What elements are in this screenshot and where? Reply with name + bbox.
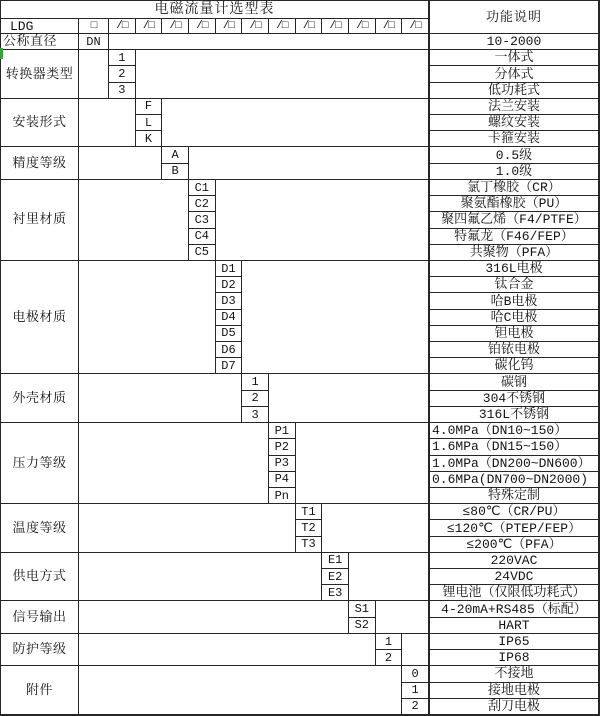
code-cell: C3 xyxy=(189,212,216,228)
code-cell: 2 xyxy=(402,699,429,715)
code-cell: S2 xyxy=(349,618,376,634)
code-cell: 3 xyxy=(242,407,269,423)
desc-cell: 卡箍安装 xyxy=(429,131,599,147)
code-cell: D5 xyxy=(216,326,243,342)
desc-cell: 特氟龙（F46/FEP） xyxy=(429,229,599,245)
desc-cell: IP65 xyxy=(429,634,599,650)
code-cell: D2 xyxy=(216,277,243,293)
code-cell: T1 xyxy=(296,504,323,520)
spacer-cell xyxy=(79,601,349,633)
spacer-cell xyxy=(349,553,429,602)
spacer-cell xyxy=(79,261,216,375)
desc-cell: ≤120℃（PTEP/FEP） xyxy=(429,520,599,536)
code-cell: 1 xyxy=(242,374,269,390)
model-slot-icon: /□ xyxy=(189,19,216,34)
desc-cell: 接地电极 xyxy=(429,683,599,699)
spacer-cell xyxy=(79,504,296,553)
model-slot-icon: /□ xyxy=(296,19,323,34)
category-cell: 衬里材质 xyxy=(1,180,79,261)
category-cell: 安装形式 xyxy=(1,99,79,148)
desc-cell: ≤200℃（PFA） xyxy=(429,537,599,553)
category-cell: 信号输出 xyxy=(1,601,79,633)
category-cell: 精度等级 xyxy=(1,147,79,179)
code-cell: D4 xyxy=(216,310,243,326)
model-slot-icon: /□ xyxy=(216,19,243,34)
model-slot-icon: /□ xyxy=(322,19,349,34)
code-cell: C1 xyxy=(189,180,216,196)
spacer-cell xyxy=(376,601,429,633)
model-slot-icon: /□ xyxy=(269,19,296,34)
model-slot-icon: /□ xyxy=(242,19,269,34)
spacer-cell xyxy=(79,50,109,99)
spacer-cell xyxy=(79,553,322,602)
desc-cell: 钽电极 xyxy=(429,326,599,342)
spacer-cell xyxy=(136,50,429,99)
model-slot-box-icon: □ xyxy=(79,19,109,34)
code-cell: 3 xyxy=(109,83,136,99)
page-title: 电磁流量计选型表 xyxy=(1,1,429,19)
desc-cell: 0.5级 xyxy=(429,147,599,163)
code-cell: D6 xyxy=(216,342,243,358)
desc-cell: 316L电极 xyxy=(429,261,599,277)
desc-cell: 碳钢 xyxy=(429,374,599,390)
desc-cell: 不接地 xyxy=(429,666,599,682)
desc-cell: 碳化钨 xyxy=(429,358,599,374)
spacer-cell xyxy=(296,423,429,504)
desc-cell: 304不锈钢 xyxy=(429,391,599,407)
desc-cell: 1.0MPa（DN200~DN600） xyxy=(429,456,599,472)
desc-cell: 聚氨酯橡胶（PU） xyxy=(429,196,599,212)
code-cell: E1 xyxy=(322,553,349,569)
code-cell: A xyxy=(162,147,189,163)
desc-cell: 一体式 xyxy=(429,50,599,66)
scan-artifact-green xyxy=(0,48,3,59)
spacer-cell xyxy=(322,504,429,553)
model-slot-icon: /□ xyxy=(376,19,403,34)
category-cell: 外壳材质 xyxy=(1,374,79,423)
desc-cell: 1.6MPa（DN15~150） xyxy=(429,439,599,455)
desc-cell: IP68 xyxy=(429,650,599,666)
spacer-cell xyxy=(242,261,429,375)
category-nominal-diameter: 公称直径 xyxy=(1,34,79,50)
desc-cell: 低功耗式 xyxy=(429,83,599,99)
spacer-cell xyxy=(79,147,162,179)
category-cell: 附件 xyxy=(1,666,79,715)
desc-cell: ≤80℃（CR/PU） xyxy=(429,504,599,520)
desc-cell: 钛合金 xyxy=(429,277,599,293)
desc-cell: 螺纹安装 xyxy=(429,115,599,131)
spacer-cell xyxy=(269,374,429,423)
category-cell: 压力等级 xyxy=(1,423,79,504)
code-cell: P4 xyxy=(269,472,296,488)
desc-cell-dn: 10-2000 xyxy=(429,34,599,50)
desc-cell: 氯丁橡胶（CR） xyxy=(429,180,599,196)
code-cell: D7 xyxy=(216,358,243,374)
spacer-cell xyxy=(109,34,429,50)
desc-cell: 316L不锈钢 xyxy=(429,407,599,423)
category-cell: 防护等级 xyxy=(1,634,79,666)
code-cell: 2 xyxy=(242,391,269,407)
spacer-cell xyxy=(216,180,429,261)
code-cell: 1 xyxy=(402,683,429,699)
code-cell: 1 xyxy=(376,634,403,650)
spacer-cell xyxy=(79,374,242,423)
code-cell: D1 xyxy=(216,261,243,277)
code-cell: C5 xyxy=(189,245,216,261)
spacer-cell xyxy=(79,423,269,504)
code-cell: F xyxy=(136,99,163,115)
desc-cell: 哈C电极 xyxy=(429,310,599,326)
spacer-cell xyxy=(79,99,136,148)
code-cell: B xyxy=(162,164,189,180)
code-cell: T3 xyxy=(296,537,323,553)
code-cell: K xyxy=(136,131,163,147)
model-slot-icon: /□ xyxy=(349,19,376,34)
code-cell: P1 xyxy=(269,423,296,439)
code-cell: E2 xyxy=(322,569,349,585)
model-slot-icon: /□ xyxy=(162,19,189,34)
desc-cell: 0.6MPa(DN700~DN2000) xyxy=(429,472,599,488)
code-cell: E3 xyxy=(322,585,349,601)
category-cell: 转换器类型 xyxy=(1,50,79,99)
spacer-cell xyxy=(79,666,402,715)
code-cell: C4 xyxy=(189,229,216,245)
desc-cell: 1.0级 xyxy=(429,164,599,180)
model-slot-icon: /□ xyxy=(136,19,163,34)
code-cell: P3 xyxy=(269,456,296,472)
code-cell: C2 xyxy=(189,196,216,212)
desc-cell: 4.0MPa（DN10~150） xyxy=(429,423,599,439)
spacer-cell xyxy=(79,634,376,666)
code-cell: Pn xyxy=(269,488,296,504)
spacer-cell xyxy=(162,99,429,148)
category-cell: 供电方式 xyxy=(1,553,79,602)
code-cell: 2 xyxy=(376,650,403,666)
category-cell: 温度等级 xyxy=(1,504,79,553)
desc-cell: 哈B电极 xyxy=(429,293,599,309)
model-prefix: LDG xyxy=(1,19,79,34)
spacer-cell xyxy=(189,147,429,179)
desc-cell: 特殊定制 xyxy=(429,488,599,504)
code-cell: 0 xyxy=(402,666,429,682)
code-cell: S1 xyxy=(349,601,376,617)
code-cell: 2 xyxy=(109,66,136,82)
model-slot-icon: /□ xyxy=(109,19,136,34)
desc-cell: 共聚物（PFA） xyxy=(429,245,599,261)
desc-cell: 聚四氟乙烯（F4/PTFE） xyxy=(429,212,599,228)
desc-cell: 24VDC xyxy=(429,569,599,585)
model-slot-icon: /□ xyxy=(402,19,429,34)
desc-cell: 刮刀电极 xyxy=(429,699,599,715)
code-cell: D3 xyxy=(216,293,243,309)
desc-cell: 4-20mA+RS485（标配） xyxy=(429,601,599,617)
function-column-header: 功能说明 xyxy=(429,1,599,34)
desc-cell: HART xyxy=(429,618,599,634)
code-cell: L xyxy=(136,115,163,131)
code-cell: 1 xyxy=(109,50,136,66)
code-cell: P2 xyxy=(269,439,296,455)
category-cell: 电极材质 xyxy=(1,261,79,375)
spacer-cell xyxy=(79,180,189,261)
code-cell-dn: DN xyxy=(79,34,109,50)
code-cell: T2 xyxy=(296,520,323,536)
spacer-cell xyxy=(402,634,429,666)
desc-cell: 分体式 xyxy=(429,66,599,82)
desc-cell: 法兰安装 xyxy=(429,99,599,115)
desc-cell: 220VAC xyxy=(429,553,599,569)
desc-cell: 铂铱电极 xyxy=(429,342,599,358)
desc-cell: 锂电池（仅限低功耗式） xyxy=(429,585,599,601)
